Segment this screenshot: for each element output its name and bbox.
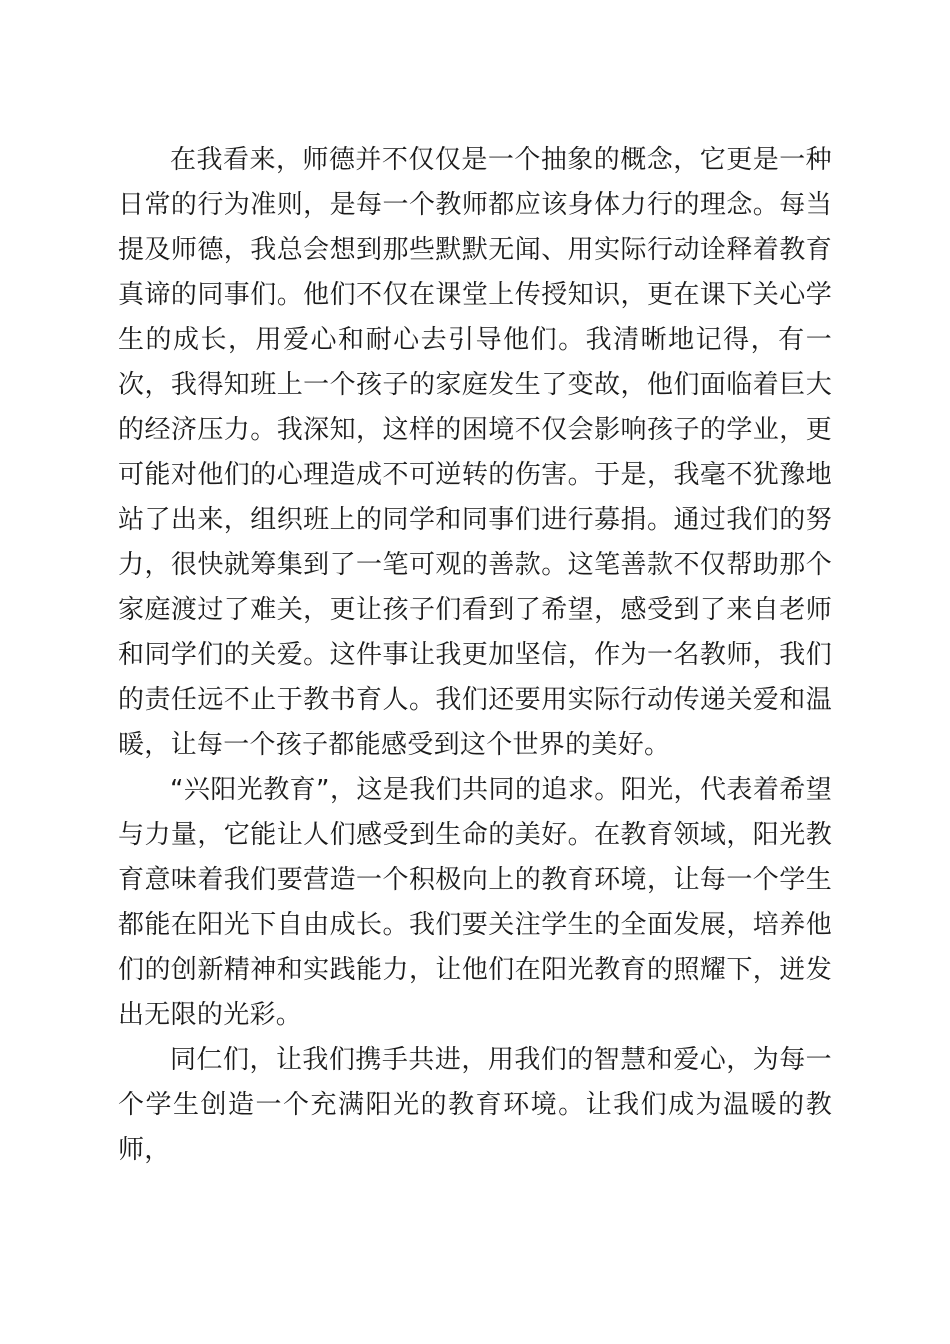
paragraph-closing-appeal: 同仁们，让我们携手共进，用我们的智慧和爱心，为每一个学生创造一个充满阳光的教育环境。让我们成为温暖的教师， [118, 1045, 832, 1165]
paragraph-teacher-ethics: 在我看来，师德并不仅仅是一个抽象的概念，它更是一种日常的行为准则，是每一个教师都应该身体力行的理念。每当提及师德，我总会想到那些默默无闻、用实际行动诠释着教育真谛的同事们。他们不仅在课堂上传授知识，更在课下关心学生的成长，用爱心和耐心去引导他们。我清晰地记得，有一次，我得知班上一个孩子的家庭发生了变故，他们面临着巨大的经济压力。我深知，这样的困境不仅会影响孩子的学业，更可能对他们的心理造成不可逆转的伤害。于是，我毫不犹豫地站了出来，组织班上的同学和同事们进行募捐。通过我们的努力，很快就筹集到了一笔可观的善款。这笔善款不仅帮助那个家庭渡过了难关，更让孩子们看到了希望，感受到了来自老师和同学们的关爱。这件事让我更加坚信，作为一名教师，我们的责任远不止于教书育人。我们还要用实际行动传递关爱和温暖，让每一个孩子都能感受到这个世界的美好。 [118, 145, 832, 760]
document-text-block [118, 138, 832, 1173]
paragraph-sunshine-education: “兴阳光教育”，这是我们共同的追求。阳光，代表着希望与力量，它能让人们感受到生命的美好。在教育领域，阳光教育意味着我们要营造一个积极向上的教育环境，让每一个学生都能在阳光下自由成长。我们要关注学生的全面发展，培养他们的创新精神和实践能力，让他们在阳光教育的照耀下，迸发出无限的光彩。 [118, 775, 832, 1030]
